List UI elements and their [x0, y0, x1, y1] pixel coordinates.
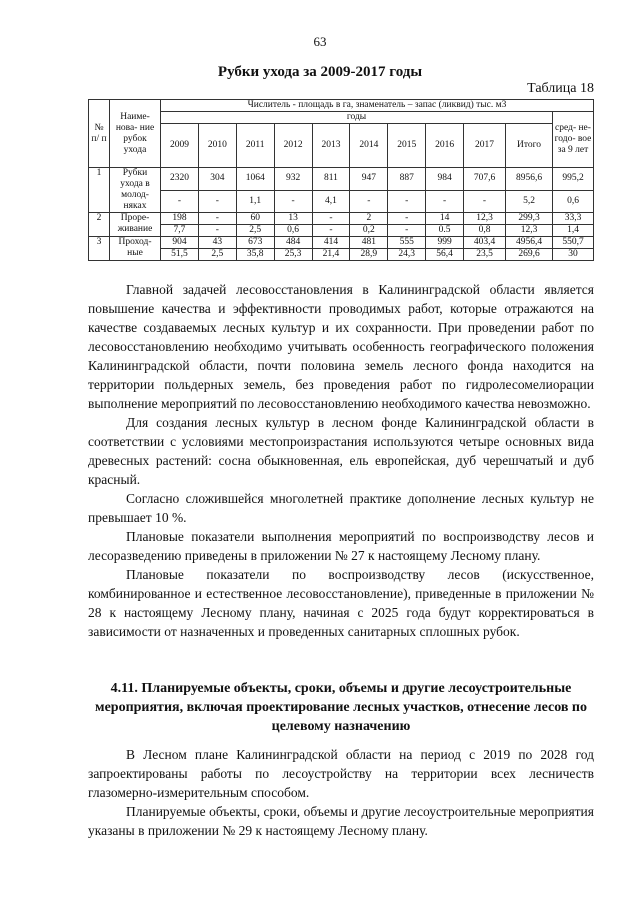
row-number: 3	[89, 237, 110, 261]
header-span: Числитель - площадь в га, знаменатель – запас (ликвид) тыс. м3	[161, 100, 594, 112]
paragraph: Для создания лесных культур в лесном фонде Калининградской области в соответствии с условиями местопроизрастания используются четыре основных вида древесных растений: сосна обыкновенная, ель европейская, дуб черешчатый и дуб красный.	[88, 415, 594, 487]
cell-volume: 51,5	[161, 249, 199, 261]
cell-area: 947	[350, 168, 388, 191]
cell-volume: 12,3	[506, 225, 553, 237]
cell-area: 811	[312, 168, 350, 191]
cell-volume: 1,1	[236, 190, 274, 213]
table-row	[89, 249, 594, 261]
cell-volume: 21,4	[312, 249, 350, 261]
table-label: Таблица 18	[527, 81, 594, 96]
cell-area: 304	[198, 168, 236, 191]
cell-volume: -	[464, 190, 506, 213]
cell-volume: -	[426, 190, 464, 213]
body-text-1	[88, 280, 594, 641]
cell-volume: 1,4	[553, 225, 594, 237]
years-label: годы	[161, 112, 553, 124]
paragraph: Плановые показатели выполнения мероприятий по воспроизводству лесов и лесоразведению приведены в приложении № 27 к настоящему Лесному плану.	[88, 529, 594, 563]
table-row	[89, 225, 594, 237]
cell-area: 43	[198, 237, 236, 249]
table-title: Рубки ухода за 2009-2017 годы	[217, 64, 423, 80]
cell-area: 33,3	[553, 213, 594, 225]
cell-area: 673	[236, 237, 274, 249]
cell-area: 60	[236, 213, 274, 225]
cell-volume: 25,3	[274, 249, 312, 261]
year-header: 2009	[161, 124, 199, 168]
cell-volume: 24,3	[388, 249, 426, 261]
cell-volume: 269,6	[506, 249, 553, 261]
cell-area: 995,2	[553, 168, 594, 191]
cell-area: 484	[274, 237, 312, 249]
cell-area: 2	[350, 213, 388, 225]
cell-volume: 0,8	[464, 225, 506, 237]
year-header: 2014	[350, 124, 388, 168]
year-header: 2013	[312, 124, 350, 168]
cell-area: 481	[350, 237, 388, 249]
cell-area: -	[388, 213, 426, 225]
paragraph: Плановые показатели по воспроизводству лесов (искусственное, комбинированное и естественное лесовосстановление), приведенные в приложении № 28 к настоящему Лесному плану, начиная с 2025 года будут корректироваться в зависимости от назначенных и проведенных санитарных сплошных рубок.	[88, 567, 594, 639]
cell-area: 198	[161, 213, 199, 225]
year-header: 2012	[274, 124, 312, 168]
cell-area: 984	[426, 168, 464, 191]
cell-area: 555	[388, 237, 426, 249]
body-text-2	[88, 745, 594, 840]
cell-area: 13	[274, 213, 312, 225]
row-number: 1	[89, 168, 110, 213]
cell-volume: 56,4	[426, 249, 464, 261]
cell-volume: 2,5	[198, 249, 236, 261]
year-header: 2015	[388, 124, 426, 168]
cell-area: 2320	[161, 168, 199, 191]
cell-area: 932	[274, 168, 312, 191]
paragraph: В Лесном плане Калининградской области на период с 2019 по 2028 год запроектированы работы по лесоустройству на территории всех лесничеств глазомерно-измерительным способом.	[88, 747, 594, 800]
cell-volume: 30	[553, 249, 594, 261]
section-heading: 4.11. Планируемые объекты, сроки, объемы и другие лесоустроительные мероприятия, включая проектирование лесных участков, отнесение лесов по целевому назначению	[95, 681, 587, 734]
total-header: Итого	[506, 124, 553, 168]
year-header: 2010	[198, 124, 236, 168]
cell-area: 1064	[236, 168, 274, 191]
cell-area: 887	[388, 168, 426, 191]
paragraph: Планируемые объекты, сроки, объемы и другие лесоустроительные мероприятия указаны в приложении № 29 к настоящему Лесному плану.	[88, 804, 594, 838]
year-header: 2017	[464, 124, 506, 168]
row-number: 2	[89, 213, 110, 237]
row-name: Проре- живание	[110, 213, 161, 237]
year-header: 2016	[426, 124, 464, 168]
cell-volume: 23,5	[464, 249, 506, 261]
cell-area: -	[198, 213, 236, 225]
cell-area: 707,6	[464, 168, 506, 191]
cell-area: 299,3	[506, 213, 553, 225]
cell-area: 904	[161, 237, 199, 249]
cell-volume: 0.5	[426, 225, 464, 237]
cell-volume: -	[198, 225, 236, 237]
cell-volume: 2,5	[236, 225, 274, 237]
table-row	[89, 237, 594, 249]
cell-area: 8956,6	[506, 168, 553, 191]
table-row	[89, 190, 594, 213]
thinning-table	[88, 99, 594, 261]
col-name-header: Наиме- нова- ние рубок ухода	[110, 100, 161, 168]
cell-area: -	[312, 213, 350, 225]
cell-area: 403,4	[464, 237, 506, 249]
col-num-header: № п/ п	[89, 100, 110, 168]
cell-volume: 4,1	[312, 190, 350, 213]
avg-header: сред- не- годо- вое за 9 лет	[553, 112, 594, 168]
row-name: Рубки ухода в молод- няках	[110, 168, 161, 213]
cell-volume: 0,6	[553, 190, 594, 213]
table-row	[89, 213, 594, 225]
page-number: 63	[313, 34, 327, 49]
cell-volume: 28,9	[350, 249, 388, 261]
cell-volume: -	[388, 190, 426, 213]
year-header: 2011	[236, 124, 274, 168]
cell-volume: -	[198, 190, 236, 213]
cell-volume: -	[274, 190, 312, 213]
cell-area: 550,7	[553, 237, 594, 249]
cell-area: 414	[312, 237, 350, 249]
cell-area: 999	[426, 237, 464, 249]
paragraph: Главной задачей лесовосстановления в Калининградской области является повышение качества и эффективности проводимых работ, которые отражаются на качестве создаваемых лесных культур и их сохранности. При проведении работ по лесовосстановлению необходимо учитывать особенность географического положения Калининградской области, почти половина земель лесного фонда находится на территории польдерных земель, без проведения работ по гидролесомелиорации выполнение мероприятий по лесовосстановлению необходимого качества невозможно.	[88, 282, 594, 411]
cell-volume: 0,2	[350, 225, 388, 237]
cell-area: 14	[426, 213, 464, 225]
cell-volume: 5,2	[506, 190, 553, 213]
paragraph: Согласно сложившейся многолетней практике дополнение лесных культур не превышает 10 %.	[88, 491, 594, 525]
row-name: Проход- ные	[110, 237, 161, 261]
cell-volume: 0,6	[274, 225, 312, 237]
table-row	[89, 168, 594, 191]
cell-volume: -	[350, 190, 388, 213]
cell-volume: -	[388, 225, 426, 237]
cell-volume: 7,7	[161, 225, 199, 237]
cell-area: 4956,4	[506, 237, 553, 249]
cell-area: 12,3	[464, 213, 506, 225]
cell-volume: 35,8	[236, 249, 274, 261]
cell-volume: -	[161, 190, 199, 213]
cell-volume: -	[312, 225, 350, 237]
